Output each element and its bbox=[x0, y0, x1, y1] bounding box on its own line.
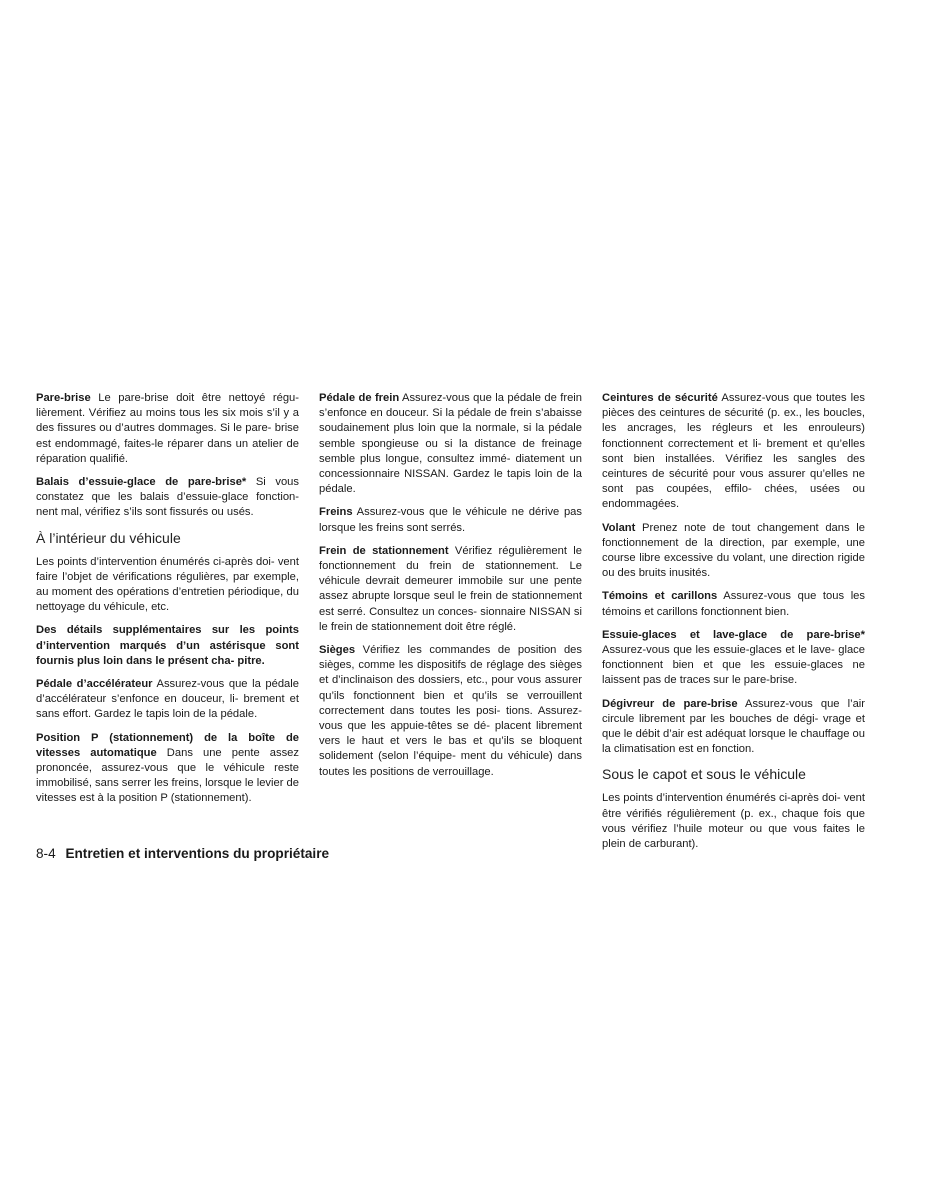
paragraph bbox=[36, 475, 299, 521]
paragraph bbox=[602, 791, 865, 852]
paragraph bbox=[319, 391, 582, 497]
chapter-title: Entretien et interventions du propriétaire bbox=[65, 846, 330, 861]
paragraph-lead-term: Pare-brise bbox=[36, 392, 91, 404]
paragraph-body: Assurez-vous que la pédale d’accélérateur s’enfonce en douceur, li- brement et sans effort. Gardez le tapis loin de la pédale. bbox=[36, 678, 299, 721]
paragraph-body: Vérifiez les commandes de position des sièges, comme les dispositifs de réglage des sièges et d’inclinaison des dossiers, etc., pour vous assurer qu’ils fonctionnent bien et qu’ils se verrouillent correctement dans toutes les posi- tions. Assurez-vous que les appuie-têtes se dé- placent librement vers le haut et vers le bas et qu’ils se bloquent solidement (selon l’équipe- ment du véhicule) dans toutes les positions de verrouillage. bbox=[319, 644, 582, 778]
paragraph-lead-term: Position P (stationnement) de la boîte de vitesses automatique bbox=[36, 731, 299, 759]
paragraph-lead-term: Balais d’essuie-glace de pare-brise* bbox=[36, 476, 247, 489]
paragraph-body: Assurez-vous que toutes les pièces des ceintures de sécurité (p. ex., les boucles, les ancrages, les régleurs et les enrouleurs) fonctionnent correctement et li- brement et qu’elles sont bien installées. Vérifiez les sangles des ceintures de sécurité pour vous assurer qu’elles ne sont pas coupées, effilo- chées, usées ou endommagées. bbox=[602, 392, 865, 511]
paragraph-body: Assurez-vous que la pédale de frein s’enfonce en douceur. Si la pédale de frein s’abaisse soudainement plus loin que la normale, si la pédale semble spongieuse ou si la distance de freinage semble plus longue, consultez immé- diatement un concessionnaire NISSAN. Gardez le tapis loin de la pédale. bbox=[319, 392, 582, 496]
paragraph-lead-term: Témoins et carillons bbox=[602, 590, 718, 603]
paragraph-body: Assurez-vous que tous les témoins et carillons fonctionnent bien. bbox=[602, 590, 865, 618]
paragraph bbox=[602, 628, 865, 689]
section-heading: À l’intérieur du véhicule bbox=[36, 529, 181, 546]
paragraph bbox=[602, 521, 865, 582]
paragraph bbox=[36, 677, 299, 723]
paragraph-body: Les points d’intervention énumérés ci-après doi- vent être vérifiés régulièrement (p. ex., chaque fois que vous vérifiez l’huile moteur ou que vous faites le plein de carburant). bbox=[602, 792, 865, 851]
paragraph bbox=[319, 544, 582, 635]
paragraph-body: Assurez-vous que l’air circule librement par les bouches de dégi- vrage et que le débit d’air est adéquat lorsque le chauffage ou la climatisation est en fonction. bbox=[602, 697, 865, 756]
text-column-2 bbox=[319, 391, 582, 788]
paragraph-body: Assurez-vous que les essuie-glaces et le lave- glace fonctionnent bien et que les essuie-glaces ne laissent pas de traces sur le pare-brise. bbox=[602, 644, 865, 687]
paragraph-body: Les points d’intervention énumérés ci-après doi- vent faire l’objet de vérifications régulières, par exemple, au moment des opérations d’entretien périodique, du nettoyage du véhicule, etc. bbox=[36, 555, 299, 614]
paragraph-body: Si vous constatez que les balais d’essuie-glace fonction- nent mal, vérifiez s’ils sont fissurés ou usés. bbox=[36, 476, 299, 519]
paragraph-lead-term: Freins bbox=[319, 506, 353, 519]
paragraph bbox=[602, 589, 865, 619]
paragraph bbox=[36, 731, 299, 807]
paragraph-body: Prenez note de tout changement dans le fonctionnement de la direction, par exemple, une course libre excessive du volant, une direction rigide ou des bruits inusités. bbox=[602, 521, 865, 580]
text-column-3 bbox=[602, 391, 865, 860]
paragraph-body: Vérifiez régulièrement le fonctionnement du frein de stationnement. Le véhicule devrait demeurer immobile sur une pente assez abrupte lorsque seul le frein de stationnement est serré. Consultez un conces- sionnaire NISSAN si le frein de stationnement doit être réglé. bbox=[319, 544, 582, 633]
paragraph-body: Le pare-brise doit être nettoyé régu- lièrement. Vérifiez au moins tous les six mois s’il y a des fissures ou d’autres dommages. Si le pare- brise est endommagé, faites-le réparer dans un atelier de réparation qualifié. bbox=[36, 392, 299, 465]
paragraph-lead-term: Volant bbox=[602, 521, 636, 534]
paragraph-lead-term: Frein de stationnement bbox=[319, 544, 449, 557]
paragraph bbox=[36, 391, 299, 467]
paragraph bbox=[319, 643, 582, 780]
page-footer bbox=[36, 846, 329, 861]
paragraph bbox=[602, 697, 865, 758]
paragraph bbox=[602, 391, 865, 513]
paragraph-lead-term: Pédale d’accélérateur bbox=[36, 678, 153, 691]
bold-note-paragraph: Des détails supplémentaires sur les points d’intervention marqués d’un astérisque sont fournis plus loin dans le présent cha- pitre. bbox=[36, 624, 299, 667]
paragraph-lead-term: Essuie-glaces et lave-glace de pare-brise* bbox=[602, 628, 865, 641]
paragraph bbox=[36, 555, 299, 616]
page-number: 8-4 bbox=[36, 846, 56, 861]
paragraph-body: Dans une pente assez prononcée, assurez-vous que le véhicule reste immobilisé, sans serrer les freins, lorsque le levier de vitesses est à la position P (stationnement). bbox=[36, 746, 300, 805]
text-column-1 bbox=[36, 391, 299, 815]
paragraph-lead-term: Sièges bbox=[319, 644, 356, 657]
paragraph-lead-term: Ceintures de sécurité bbox=[602, 392, 718, 404]
section-heading: Sous le capot et sous le véhicule bbox=[602, 766, 806, 783]
paragraph-lead-term: Pédale de frein bbox=[319, 392, 400, 404]
paragraph-body: Assurez-vous que le véhicule ne dérive pas lorsque les freins sont serrés. bbox=[319, 506, 582, 534]
paragraph bbox=[319, 505, 582, 535]
paragraph-lead-term: Dégivreur de pare-brise bbox=[602, 697, 738, 710]
